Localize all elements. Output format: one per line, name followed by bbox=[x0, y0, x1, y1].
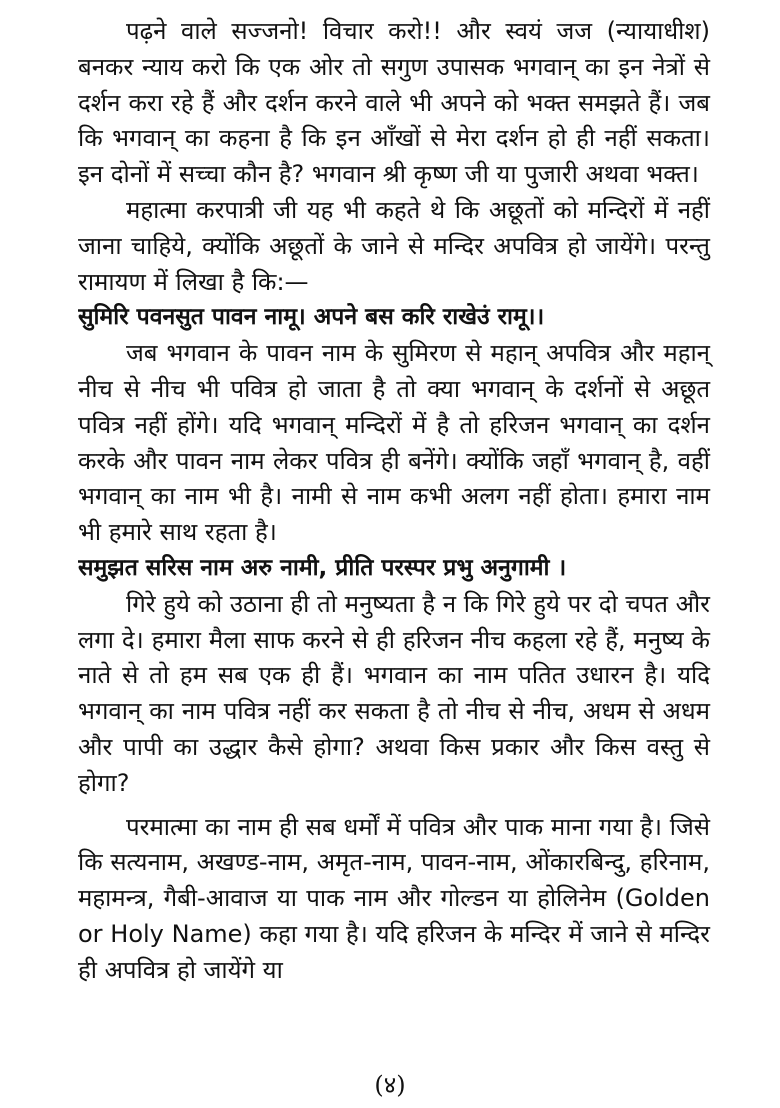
page-number: (४) bbox=[374, 1071, 406, 1099]
paragraph-gap bbox=[78, 802, 710, 810]
paragraph-paramatma-naam: परमात्मा का नाम ही सब धर्मों में पवित्र और पाक माना गया है। जिसे कि सत्यनाम, अखण्ड-नाम, अमृत-नाम, पावन-नाम, ओंकारबिन्दु, हरिनाम, महामन्त्र, गैबी-आवाज या पाक नाम और गोल्डन या होलिनेम (Golden or Holy Name) कहा गया है। यदि हरिजन के मन्दिर में जाने से मन्दिर ही अपवित्र हो जायेंगे या bbox=[78, 812, 710, 984]
paragraph-pavan-naam: जब भगवान के पावन नाम के सुमिरण से महान् अपवित्र और महान् नीच से नीच भी पवित्र हो जाता है तो क्या भगवान् के दर्शनों से अछूत पवित्र नहीं होंगे। यदि भगवान् मन्दिरों में है तो हरिजन भगवान् का दर्शन करके और पावन नाम लेकर पवित्र ही बनेंगे। क्योंकि जहाँ भगवान् है, वहीं भगवान् का नाम भी है। नामी से नाम कभी अलग नहीं होता। हमारा नाम भी हमारे साथ रहता है। bbox=[78, 339, 710, 547]
verse-ramayana-2: समुझत सरिस नाम अरु नामी, प्रीति परस्पर प्रभु अनुगामी । bbox=[78, 554, 567, 581]
paragraph-manushyata: गिरे हुये को उठाना ही तो मनुष्यता है न कि गिरे हुये पर दो चपत और लगा दे। हमारा मैला साफ करने से ही हरिजन नीच कहला रहे हैं, मनुष्य के नाते से तो हम सब एक ही हैं। भगवान का नाम पतित उधारन है। यदि भगवान् का नाम पवित्र नहीं कर सकता है तो नीच से नीच, अधम से अधम और पापी का उद्धार कैसे होगा? अथवा किस प्रकार और किस वस्तु से होगा? bbox=[78, 589, 710, 797]
paragraph-readers-judge: पढ़ने वाले सज्जनो! विचार करो!! और स्वयं जज (न्यायाधीश) बनकर न्याय करो कि एक ओर तो सगुण उपासक भगवान् का इन नेत्रों से दर्शन करा रहे हैं और दर्शन करने वाले भी अपने को भक्त समझते हैं। जब कि भगवान् का कहना है कि इन आँखों से मेरा दर्शन हो ही नहीं सकता। इन दोनों में सच्चा कौन है? भगवान श्री कृष्ण जी या पुजारी अथवा भक्त। bbox=[78, 17, 710, 189]
paragraph-karpatri: महात्मा करपात्री जी यह भी कहते थे कि अछूतों को मन्दिरों में नहीं जाना चाहिये, क्योंकि अछूतों के जाने से मन्दिर अपवित्र हो जायेंगे। परन्तु रामायण में लिखा है कि:— bbox=[78, 195, 710, 296]
book-page bbox=[78, 14, 710, 1054]
verse-ramayana-1: सुमिरि पवनसुत पावन नामू। अपने बस करि राखेउं रामू।। bbox=[78, 304, 545, 331]
